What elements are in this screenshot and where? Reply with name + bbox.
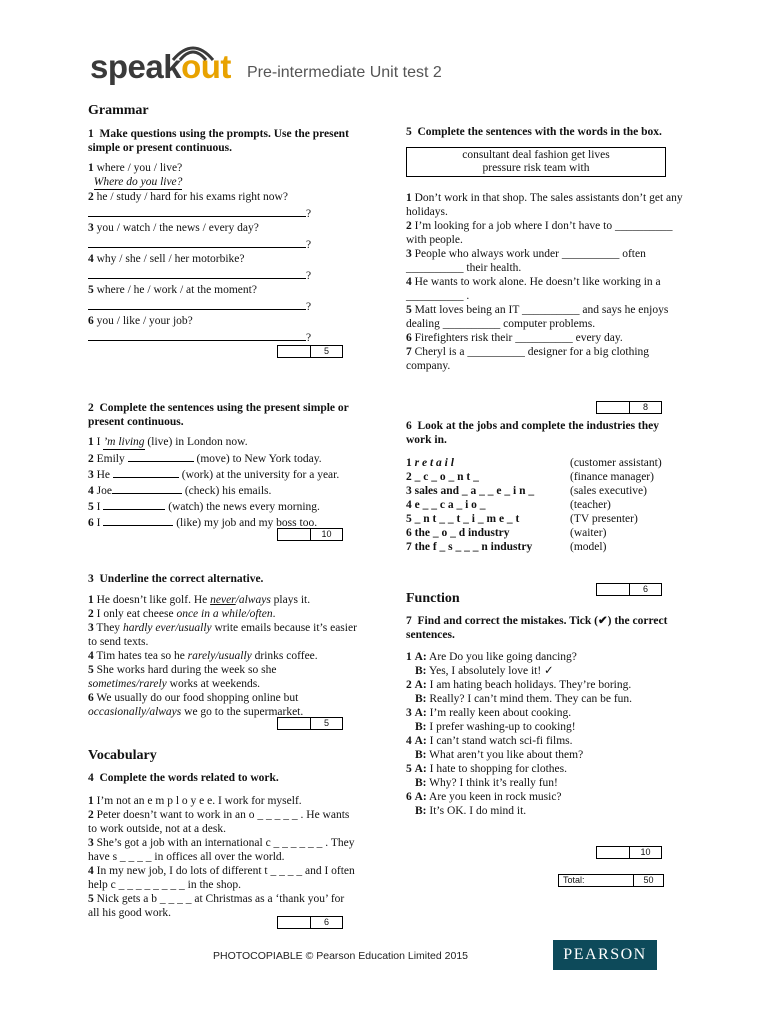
ex1-item: 6 you / like / your job? [88, 315, 193, 327]
ex4-item: 2 Peter doesn’t want to work in an o _ _ _ _ _ . He wants to work outside, not at a desk. [88, 809, 350, 835]
dialogue-b: B: Why? I think it’s really fun! [415, 777, 558, 789]
right-column [406, 125, 686, 818]
ex4-item: 5 Nick gets a b _ _ _ _ at Christmas as a ‘thank you’ for all his good work. [88, 893, 345, 919]
left-column [88, 104, 358, 920]
ex2-item: 1 I ’m living (live) in London now. [88, 436, 248, 448]
ex4-item: 3 She’s got a job with an international c _ _ _ _ _ _ . They have s _ _ _ _ in offices all over the world. [88, 837, 355, 863]
ex2-instruction: 2 Complete the sentences using the present simple or present continuous. [88, 402, 349, 428]
ex6-instruction: 6 Look at the jobs and complete the industries they work in. [406, 420, 660, 446]
dialogue-a: 3 A: I’m really keen about cooking. [406, 707, 572, 719]
dialogue-a: 5 A: I hate to shopping for clothes. [406, 763, 567, 775]
ex5-item: 4 He wants to work alone. He doesn’t like working in a __________ . [406, 276, 661, 302]
industry-row: 2 _ c _ o _ n t _ (finance manager) [406, 471, 654, 483]
dialogue-a: 2 A: I am hating beach holidays. They’re boring. [406, 679, 632, 691]
answer-line[interactable]: ? [88, 266, 358, 283]
ex3-item: 1 He doesn’t like golf. He never/always plays it. [88, 594, 311, 606]
grammar-heading: Grammar [88, 103, 149, 118]
score-box-ex3: 5 [277, 717, 343, 730]
ex5-item: 6 Firefighters risk their __________ every day. [406, 332, 623, 344]
ex1-item: 2 he / study / hard for his exams right now? [88, 191, 288, 203]
dialogue-b: B: Yes, I absolutely love it! ✓ [415, 665, 554, 677]
score-box-ex4: 6 [277, 916, 343, 929]
pearson-logo: PEARSON [553, 940, 657, 970]
ex5-instruction: 5 Complete the sentences with the words in the box. [406, 126, 662, 138]
ex2-item: 5 I (watch) the news every morning. [88, 498, 358, 514]
dialogue-b: B: What aren’t you like about them? [415, 749, 584, 761]
ex3-item: 6 We usually do our food shopping online but occasionally/always we go to the supermarket. [88, 692, 304, 718]
ex5-item: 3 People who always work under __________ often __________ their health. [406, 248, 646, 274]
ex3-item: 2 I only eat cheese once in a while/often. [88, 608, 276, 620]
ex2-item: 6 I (like) my job and my boss too. [88, 514, 358, 530]
industry-row: 5 _ n t _ _ t _ i _ m e _ t (TV presenter) [406, 513, 638, 525]
ex2-item: 4 Joe (check) his emails. [88, 482, 358, 498]
speakout-logo: speakout [90, 48, 231, 85]
ex3-instruction: 3 Underline the correct alternative. [88, 573, 264, 585]
ex1-instruction: 1 Make questions using the prompts. Use the present simple or present continuous. [88, 128, 349, 154]
ex1-item: 1 where / you / live? [88, 162, 183, 174]
ex2-item: 3 He (work) at the university for a year. [88, 466, 358, 482]
dialogue-b: B: It’s OK. I do mind it. [415, 805, 527, 817]
dialogue-b: B: I prefer washing-up to cooking! [415, 721, 576, 733]
industry-row: 6 the _ o _ d industry (waiter) [406, 527, 607, 539]
page-subtitle: Pre-intermediate Unit test 2 [247, 64, 442, 81]
ex3-item: 5 She works hard during the week so she sometimes/rarely works at weekends. [88, 664, 277, 690]
industries-table [406, 456, 686, 554]
industry-row: 1 r e t a i l (customer assistant) [406, 457, 662, 469]
dialogue-a: 1 A: Are Do you like going dancing? [406, 651, 577, 663]
ex5-item: 5 Matt loves being an IT __________ and says he enjoys dealing __________ computer problems. [406, 304, 669, 330]
answer-line[interactable]: ? [88, 235, 358, 252]
ex3-item: 3 They hardly ever/usually write emails because it’s easier to send texts. [88, 622, 357, 648]
speech-wave-icon [168, 40, 218, 62]
dialogue-a: 6 A: Are you keen in rock music? [406, 791, 562, 803]
industry-row: 4 e _ _ c a _ i o _ (teacher) [406, 499, 611, 511]
copyright-footer: PHOTOCOPIABLE © Pearson Education Limited 2015 [213, 950, 469, 962]
answer-line[interactable]: ? [88, 204, 358, 221]
ex1-item: 5 where / he / work / at the moment? [88, 284, 257, 296]
score-box-ex7: 10 [596, 846, 662, 859]
ex5-item: 7 Cheryl is a __________ designer for a big clothing company. [406, 346, 650, 372]
score-box-ex1: 5 [277, 345, 343, 358]
ex4-item: 4 In my new job, I do lots of different t _ _ _ _ and I often help c _ _ _ _ _ _ _ _ in the shop. [88, 865, 355, 891]
vocabulary-heading: Vocabulary [88, 748, 157, 763]
total-score-box: Total: 50 [558, 874, 664, 887]
answer-line[interactable]: ? [88, 297, 358, 314]
ex3-item: 4 Tim hates tea so he rarely/usually drinks coffee. [88, 650, 318, 662]
ex4-item: 1 I’m not an e m p l o y e e. I work for myself. [88, 795, 302, 807]
score-box-ex6: 6 [596, 583, 662, 596]
industry-row: 7 the f _ s _ _ _ n industry (model) [406, 541, 607, 553]
industry-row: 3 sales and _ a _ _ e _ i n _ (sales executive) [406, 485, 647, 497]
score-box-ex5: 8 [596, 401, 662, 414]
score-box-ex2: 10 [277, 528, 343, 541]
dialogue-a: 4 A: I can’t stand watch sci-fi films. [406, 735, 573, 747]
ex4-instruction: 4 Complete the words related to work. [88, 772, 279, 784]
ex5-item: 2 I’m looking for a job where I don’t have to __________ with people. [406, 220, 673, 246]
answer-line[interactable]: ? [88, 328, 358, 345]
ex7-instruction: 7 Find and correct the mistakes. Tick (✔) the correct sentences. [406, 615, 668, 641]
ex2-item: 2 Emily (move) to New York today. [88, 450, 358, 466]
ex1-answer: Where do you live? [93, 176, 183, 188]
ex5-item: 1 Don’t work in that shop. The sales assistants don’t get any holidays. [406, 192, 683, 218]
function-heading: Function [406, 591, 460, 606]
dialogue-b: B: Really? I can’t mind them. They can be fun. [415, 693, 633, 705]
word-box: consultant deal fashion get lives pressure risk team with [406, 147, 666, 177]
ex1-item: 4 why / she / sell / her motorbike? [88, 253, 245, 265]
ex1-item: 3 you / watch / the news / every day? [88, 222, 259, 234]
